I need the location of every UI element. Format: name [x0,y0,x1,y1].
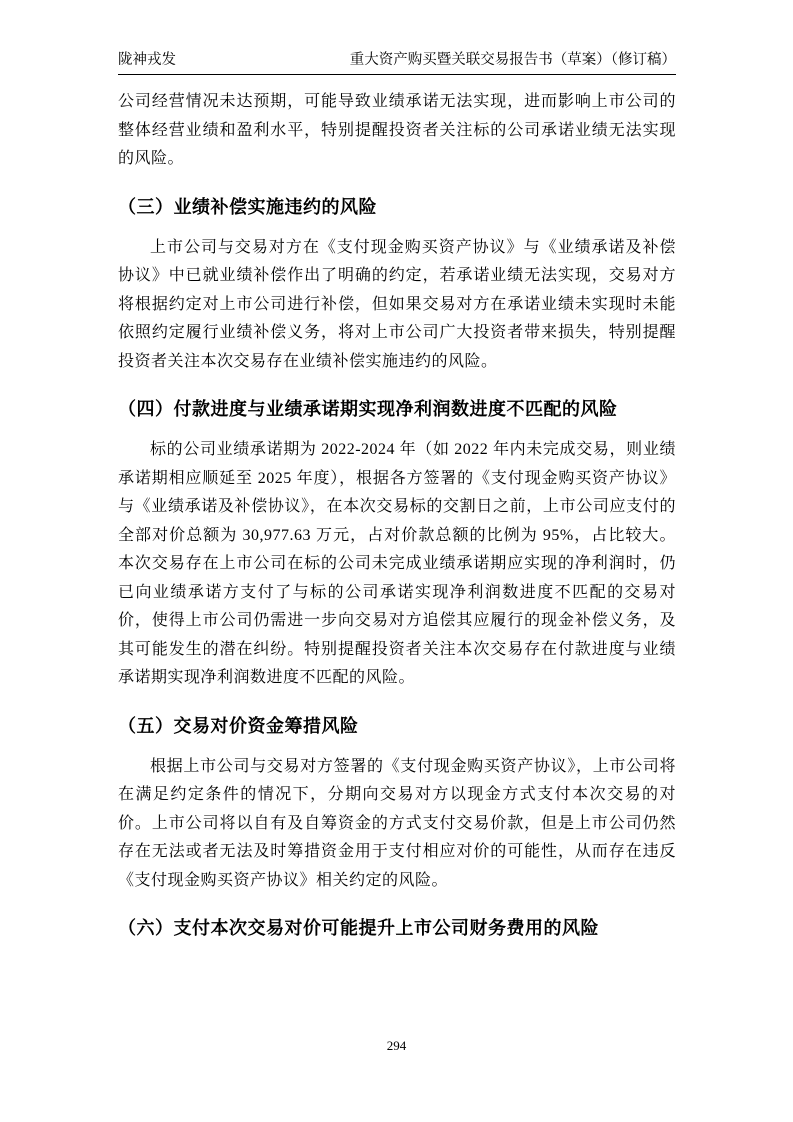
page-number: 294 [386,1038,407,1053]
page-header [118,48,676,75]
section-3-heading: （三）业绩补偿实施违约的风险 [118,196,377,217]
header-company-name: 陇神戎发 [118,52,176,68]
section-6-heading: （六）支付本次交易对价可能提升上市公司财务费用的风险 [118,918,599,938]
section-4-heading: （四）付款进度与业绩承诺期实现净利润数进度不匹配的风险 [118,399,618,419]
header-report-title: 重大资产购买暨关联交易报告书（草案）（修订稿） [349,52,676,68]
section-4-paragraph: 标的公司业绩承诺期为 2022-2024 年（如 2022 年内未完成交易，则业绩承诺期相应顺延至 2025 年度），根据各方签署的《支付现金购买资产协议》与《业绩承诺及补偿协议》，在本次交易标的交割日之前，上市公司应支付的全部对价总额为 30,977.63 万元，占对价款总额的比例为 95%，占比较大。本次交易存在上市公司在标的公司未完成业绩承诺期应实现的净利润时，仍已向业绩承诺方支付了与标的公司承诺实现净利润数进度不匹配的交易对价，使得上市公司仍需进一步向交易对方追偿其应履行的现金补偿义务，及其可能发生的潜在纠纷。特别提醒投资者关注本次交易存在付款进度与业绩承诺期实现净利润数进度不匹配的风险。 [118,441,676,686]
section-5-heading: （五）交易对价资金筹措风险 [118,715,359,736]
intro-paragraph: 公司经营情况未达预期，可能导致业绩承诺无法实现，进而影响上市公司的整体经营业绩和盈利水平，特别提醒投资者关注标的公司承诺业绩无法实现的风险。 [118,93,676,167]
section-3-paragraph: 上市公司与交易对方在《支付现金购买资产协议》与《业绩承诺及补偿协议》中已就业绩补偿作出了明确的约定，若承诺业绩无法实现，交易对方将根据约定对上市公司进行补偿，但如果交易对方在承诺业绩未实现时未能依照约定履行业绩补偿义务，将对上市公司广大投资者带来损失，特别提醒投资者关注本次交易存在业绩补偿实施违约的风险。 [118,238,676,370]
document-body [118,88,676,955]
section-5-paragraph: 根据上市公司与交易对方签署的《支付现金购买资产协议》，上市公司将在满足约定条件的情况下，分期向交易对方以现金方式支付本次交易的对价。上市公司将以自有及自筹资金的方式支付交易价款，但是上市公司仍然存在无法或者无法及时筹措资金用于支付相应对价的可能性，从而存在违反《支付现金购买资产协议》相关约定的风险。 [118,757,676,889]
page-footer [0,1038,793,1054]
